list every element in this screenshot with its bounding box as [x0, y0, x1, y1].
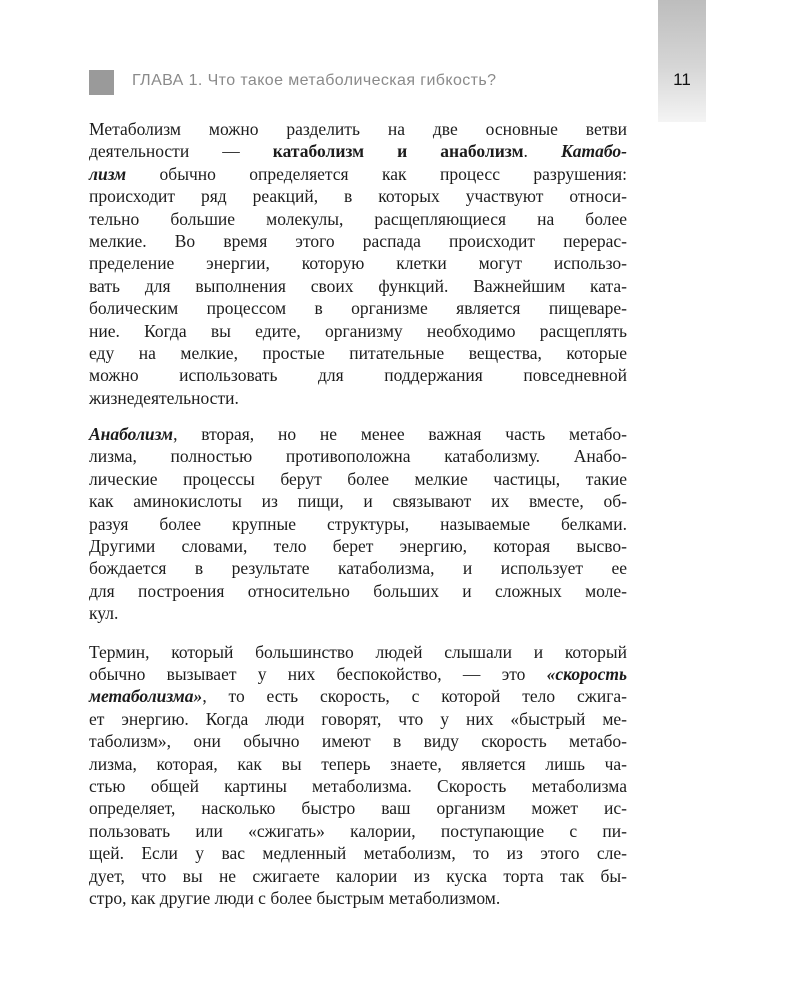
text-run: бождается в результате катаболизма, и использует ее: [89, 558, 627, 579]
text-line: [89, 685, 627, 707]
text-line: [89, 820, 627, 842]
text-line: [89, 342, 627, 364]
text-run: .: [523, 141, 561, 162]
bold-term: катаболизм и анаболизм: [272, 141, 524, 162]
text-line: [89, 423, 627, 445]
body-text: [89, 118, 627, 909]
text-line: [89, 865, 627, 887]
text-run: как аминокислоты из пищи, и связывают их вместе, об-: [89, 491, 627, 512]
paragraph: [89, 641, 627, 910]
text-line: [89, 275, 627, 297]
text-line: [89, 364, 627, 386]
text-line: [89, 252, 627, 274]
text-line: [89, 775, 627, 797]
text-line: [89, 297, 627, 319]
text-run: деятельности —: [89, 141, 273, 162]
text-run: щей. Если у вас медленный метаболизм, то из этого сле-: [89, 843, 627, 864]
chapter-label: ГЛАВА 1.: [132, 72, 203, 89]
chapter-title: Что такое метаболическая гибкость?: [207, 72, 497, 89]
emphasized-term: «скорость: [546, 663, 627, 684]
text-run: мелкие. Во время этого распада происходит перерас-: [89, 230, 627, 251]
text-line: [89, 163, 627, 185]
text-run: можно использовать для поддержания повседневной: [89, 365, 627, 386]
text-line: [89, 118, 627, 140]
text-line: [89, 842, 627, 864]
emphasized-term: Анаболизм: [89, 424, 174, 445]
text-line: [89, 602, 627, 624]
paragraph: [89, 423, 627, 625]
emphasized-term: метаболизма»: [89, 686, 203, 707]
text-line: [89, 490, 627, 512]
text-run: вать для выполнения своих функций. Важнейшим ката-: [89, 275, 627, 296]
text-run: тельно большие молекулы, расщепляющиеся на более: [89, 208, 627, 229]
text-run: обычно вызывает у них беспокойство, — это: [89, 663, 547, 684]
text-line: [89, 387, 627, 409]
text-line: [89, 797, 627, 819]
text-line: [89, 445, 627, 467]
text-run: определяет, насколько быстро ваш организм может ис-: [89, 798, 627, 819]
text-run: обычно определяется как процесс разрушения:: [126, 163, 627, 184]
page-tab: [658, 0, 706, 122]
text-line: [89, 730, 627, 752]
text-run: стью общей картины метаболизма. Скорость метаболизма: [89, 775, 627, 796]
text-run: лизма, полностью противоположна катаболизму. Анабо-: [89, 446, 627, 467]
text-run: разуя более крупные структуры, называемые белками.: [89, 513, 627, 534]
text-run: , то есть скорость, с которой тело сжига-: [202, 686, 627, 707]
text-run: лизма, которая, как вы теперь знаете, является лишь ча-: [89, 753, 627, 774]
text-run: Термин, который большинство людей слышали и который: [89, 641, 627, 662]
text-run: пользовать или «сжигать» калории, поступающие с пи-: [89, 820, 627, 841]
text-line: [89, 753, 627, 775]
text-run: еду на мелкие, простые питательные вещества, которые: [89, 342, 627, 363]
paragraph: [89, 118, 627, 409]
chapter-marker-square: [89, 70, 114, 95]
chapter-header: [132, 72, 496, 90]
text-line: [89, 641, 627, 663]
text-line: [89, 140, 627, 162]
text-line: [89, 513, 627, 535]
text-run: дует, что вы не сжигаете калории из куска торта так бы-: [89, 865, 627, 886]
text-line: [89, 708, 627, 730]
text-line: [89, 185, 627, 207]
text-run: для построения относительно больших и сложных моле-: [89, 580, 627, 601]
text-run: лические процессы берут более мелкие частицы, такие: [89, 468, 627, 489]
text-line: [89, 535, 627, 557]
text-run: жизнедеятельности.: [89, 387, 239, 408]
text-line: [89, 320, 627, 342]
text-run: ет энергию. Когда люди говорят, что у них «быстрый ме-: [89, 708, 627, 729]
text-line: [89, 663, 627, 685]
text-run: болическим процессом в организме является пищеваре-: [89, 298, 627, 319]
text-run: , вторая, но не менее важная часть метабо-: [173, 424, 627, 445]
emphasized-term: Катабо-: [560, 141, 627, 162]
text-run: происходит ряд реакций, в которых участвуют относи-: [89, 186, 627, 207]
text-run: ние. Когда вы едите, организму необходимо расщеплять: [89, 320, 627, 341]
text-line: [89, 887, 627, 909]
text-run: стро, как другие люди с более быстрым метаболизмом.: [89, 887, 501, 908]
emphasized-term: лизм: [89, 163, 127, 184]
text-line: [89, 468, 627, 490]
text-line: [89, 230, 627, 252]
text-line: [89, 580, 627, 602]
text-run: пределение энергии, которую клетки могут использо-: [89, 253, 627, 274]
text-run: Метаболизм можно разделить на две основные ветви: [89, 119, 627, 139]
text-line: [89, 208, 627, 230]
text-run: кул.: [89, 603, 119, 624]
text-line: [89, 557, 627, 579]
text-run: Другими словами, тело берет энергию, которая высво-: [89, 536, 627, 557]
page-number: 11: [673, 70, 691, 89]
text-run: таболизм», они обычно имеют в виду скорость метабо-: [89, 731, 627, 752]
